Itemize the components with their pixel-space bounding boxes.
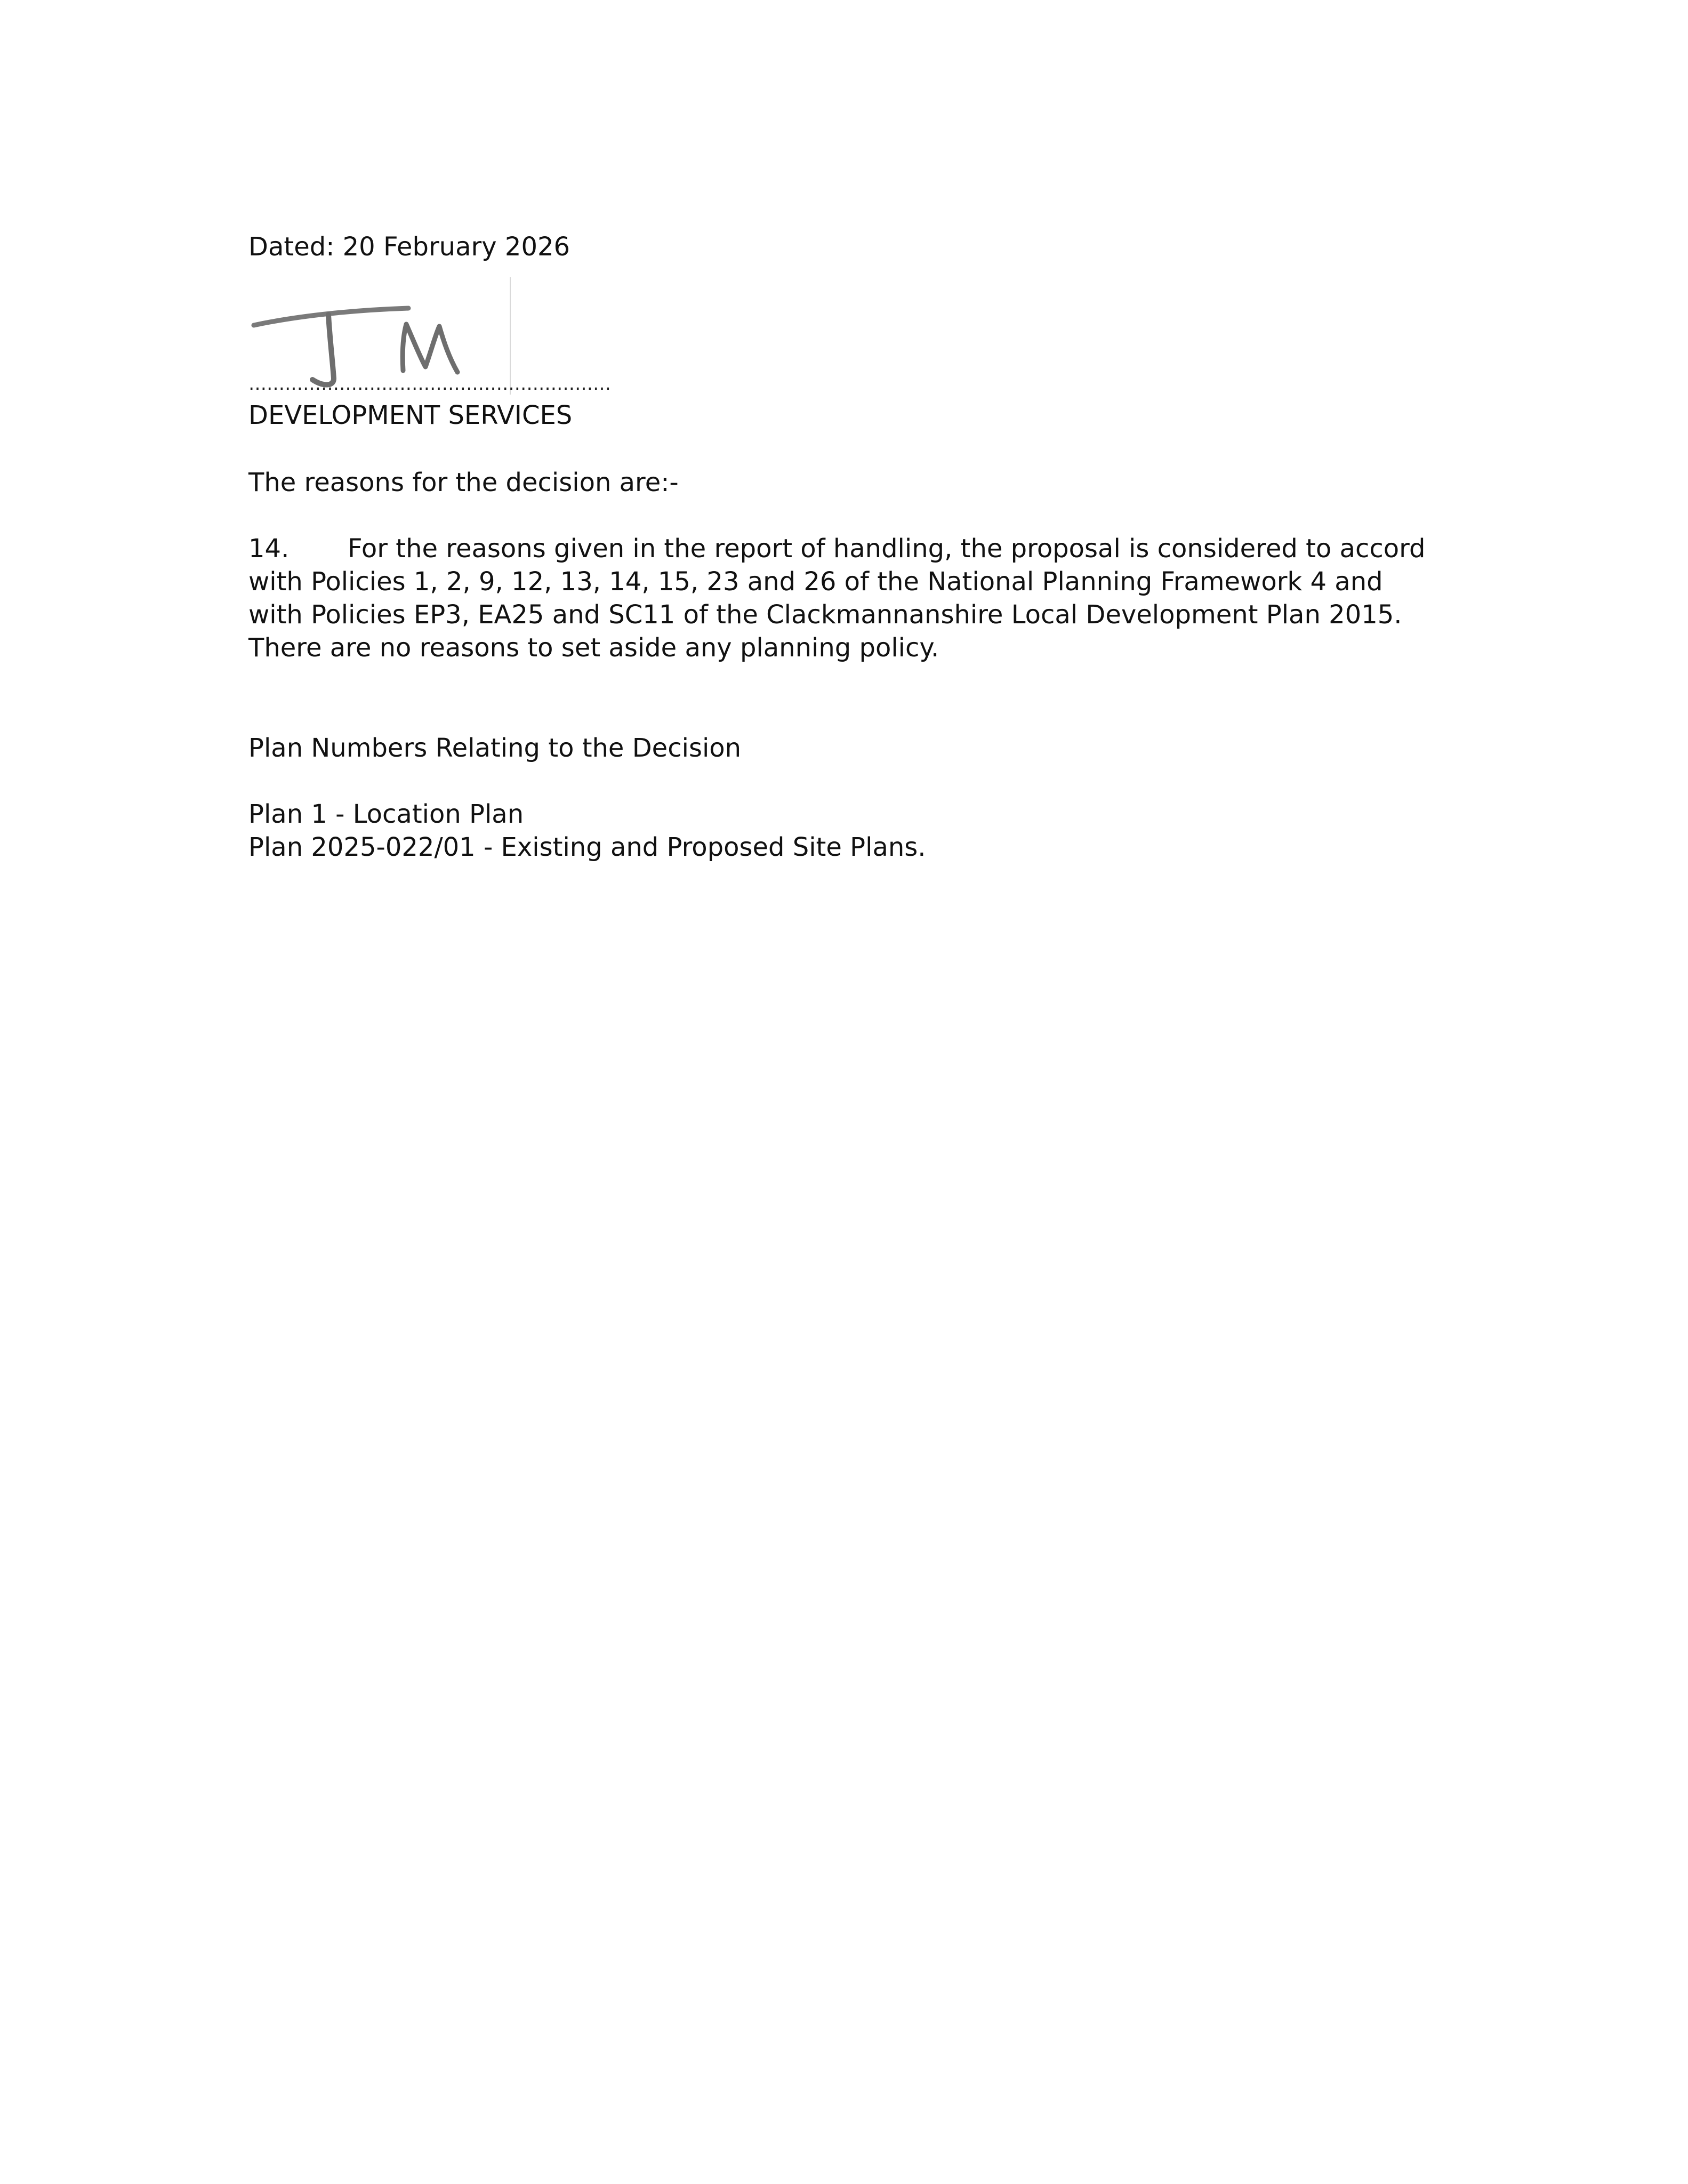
- dated-line: Dated: 20 February 2026: [248, 232, 570, 262]
- signature-block: [248, 277, 686, 395]
- reason-number: 14.: [248, 534, 290, 564]
- signatory-label: DEVELOPMENT SERVICES: [248, 400, 573, 430]
- reason-text: For the reasons given in the report of handling, the proposal is considered to accord with Policies 1, 2, 9, 12, 13, 14, 15, 23 and 26 of the National Planning Framework 4 and with Policies EP3, EA25 and SC11 of the Clackmannanshire Local Development Plan 2015. There are no reasons to set aside any planning policy.: [248, 534, 1426, 663]
- plans-heading: Plan Numbers Relating to the Decision: [248, 733, 742, 763]
- plan-item: Plan 1 - Location Plan: [248, 799, 524, 829]
- reasons-intro: The reasons for the decision are:-: [248, 468, 679, 497]
- reason-paragraph: [248, 532, 1443, 664]
- signature-dotted-line: ……………………………………………………: [248, 373, 611, 395]
- plans-list: [248, 798, 926, 864]
- plan-item: Plan 2025-022/01 - Existing and Proposed Site Plans.: [248, 832, 926, 862]
